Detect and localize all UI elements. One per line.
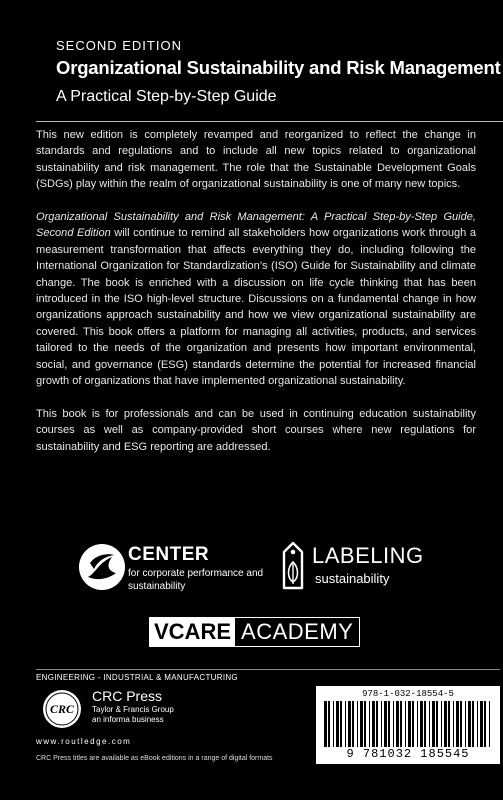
publisher-name: CRC Press xyxy=(92,688,163,704)
academy-word: ACADEMY xyxy=(241,619,354,644)
barcode-bar xyxy=(333,701,334,747)
barcode-bar xyxy=(468,701,471,747)
barcode-bar xyxy=(424,701,426,747)
barcode-bar xyxy=(432,701,435,747)
isbn-number: 978-1-032-18554-5 xyxy=(362,689,454,699)
barcode-bar xyxy=(441,701,442,747)
description-paragraph-2 xyxy=(36,209,476,389)
vcare-academy-logo xyxy=(149,617,360,647)
barcode-bar xyxy=(453,701,454,747)
barcode-bar xyxy=(400,701,402,747)
barcode-bar xyxy=(340,701,342,747)
barcode-bar xyxy=(364,701,366,747)
center-swirl-icon xyxy=(78,543,126,591)
description-paragraph-3: This book is for professionals and can be used in continuing education sustainability courses as well as company-provided short courses where new regulations for sustainability and ESG reporting are addressed. xyxy=(36,407,476,453)
barcode-bar xyxy=(348,701,351,747)
barcode-bar xyxy=(357,701,358,747)
description-paragraph-1: This new edition is completely revamped and reorganized to reflect the change in standards and regulations and to include all new topics related to organizational sustainability and risk management. The role that the Sustainable Development Goals (SDGs) play within the realm of organizational sustainability is one of many new topics. xyxy=(36,129,476,191)
book-title: Organizational Sustainability and Risk Management xyxy=(56,57,501,78)
barcode-bar xyxy=(417,701,418,747)
ebook-note: CRC Press titles are available as eBook editions in a range of digital formats xyxy=(36,755,273,762)
isbn-barcode xyxy=(316,686,500,764)
subject-category: ENGINEERING - INDUSTRIAL & MANUFACTURING xyxy=(36,673,238,682)
barcode-bar xyxy=(381,701,382,747)
description xyxy=(36,127,476,471)
barcode-bar xyxy=(372,701,375,747)
barcode-bar xyxy=(396,701,399,747)
barcode-bar xyxy=(369,701,370,747)
labeling-logo xyxy=(278,540,458,596)
barcode-bar xyxy=(429,701,430,747)
barcode-digits: 9 781032 185545 xyxy=(346,747,470,761)
barcode-bar xyxy=(448,701,450,747)
publisher-group: Taylor & Francis Group xyxy=(92,705,174,714)
barcode-bar xyxy=(420,701,423,747)
book-subtitle: A Practical Step-by-Step Guide xyxy=(56,88,277,105)
publisher-business: an informa business xyxy=(92,715,164,724)
barcode-bar xyxy=(465,701,466,747)
edition-label: SECOND EDITION xyxy=(56,38,182,53)
labeling-tagline: sustainability xyxy=(315,571,390,586)
barcode-bar xyxy=(384,701,387,747)
center-logo xyxy=(78,543,278,599)
barcode-bar xyxy=(405,701,406,747)
barcode-bars xyxy=(322,701,494,747)
barcode-bar xyxy=(328,701,330,747)
crc-mark-text: CRC xyxy=(49,702,75,716)
barcode-bar xyxy=(444,701,447,747)
barcode-bar xyxy=(336,701,339,747)
description-paragraph-2-text: will continue to remind all stakeholders how organizations work through a measurement transformation that affects everything they do, including following the International Organization for Standardization’s (ISO) Guide for Sustainability and climate change. The book is enriched with a discussion on life cycle thinking that has been introduced in the ISO high-level structure. Discussions on a fundamental change in how organizations approach sustainability and how we view organizational sustainability are covered. This book offers a platform for managing all activities, products, and services tailored to the needs of the organization and presents how important environmental, social, and governance (ESG) standards determine the potential for increased financial growth of organizations that have implemented organizational sustainability. xyxy=(36,227,476,388)
barcode-bar xyxy=(477,701,478,747)
center-name: CENTER xyxy=(128,544,210,565)
barcode-bar xyxy=(480,701,483,747)
barcode-bar xyxy=(436,701,438,747)
leaf-tag-icon xyxy=(278,540,308,592)
barcode-bar xyxy=(388,701,390,747)
publisher-url[interactable]: www.routledge.com xyxy=(36,737,132,746)
header-rule xyxy=(36,121,503,122)
barcode-bar xyxy=(456,701,459,747)
barcode-bar xyxy=(324,701,327,747)
labeling-name: LABELING xyxy=(312,543,424,568)
barcode-bar xyxy=(489,701,490,747)
barcode-bar xyxy=(472,701,474,747)
barcode-bar xyxy=(360,701,363,747)
barcode-bar xyxy=(412,701,414,747)
barcode-bar xyxy=(376,701,378,747)
barcode-bar xyxy=(393,701,394,747)
footer-rule xyxy=(36,669,500,670)
vcare-word: VCARE xyxy=(150,618,235,646)
crc-press-logo-icon xyxy=(42,689,82,729)
barcode-bar xyxy=(460,701,462,747)
barcode-bar xyxy=(408,701,411,747)
center-tagline: for corporate performance and sustainability xyxy=(128,568,264,592)
title-italic: Organizational Sustainability and Risk Management: A Practical Step-by-Step Guide, Second Edition xyxy=(36,211,476,240)
barcode-bar xyxy=(352,701,354,747)
barcode-bar xyxy=(484,701,486,747)
barcode-bar xyxy=(345,701,346,747)
